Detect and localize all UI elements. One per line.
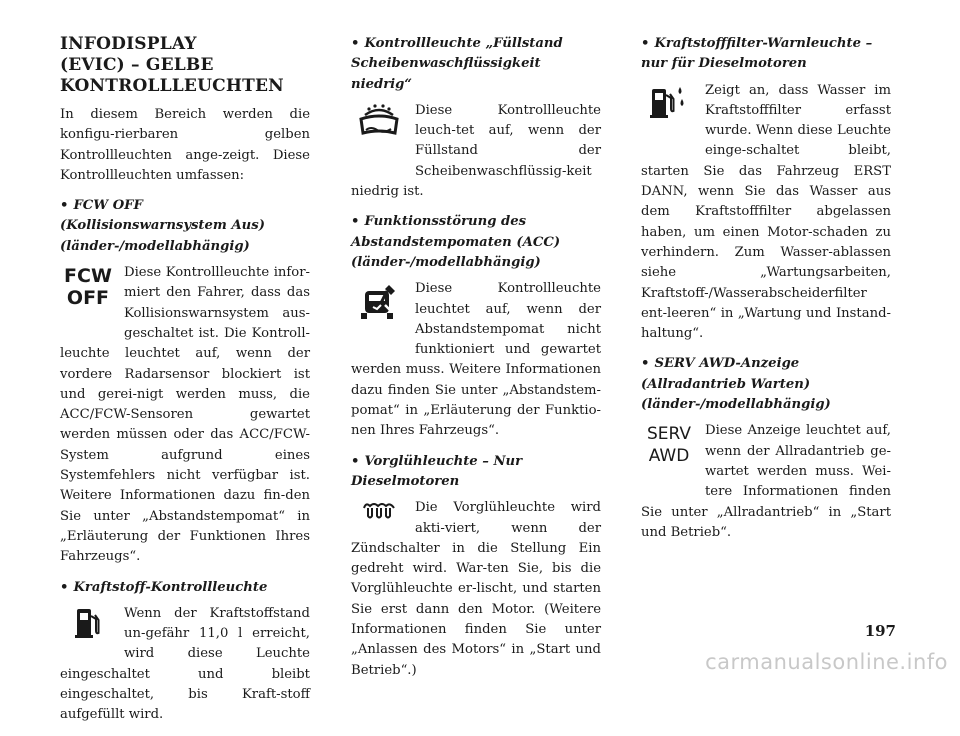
bullet: • <box>351 36 360 51</box>
intro-text: In diesem Bereich werden die konfigu-rierbaren gelben Kontrollleuchten ange-zeigt. Diese Kontrollleuchten umfassen: <box>60 107 310 183</box>
bullet: • <box>351 214 360 230</box>
item-text: Die Vorglühleuchte wird akti-viert, wenn der Zündschalter in die Stellung Ein gedreht wird. War-ten Sie, bis die Vorglühleuchte er-lischt, und starten Sie erst dann den Motor. (Weitere Informationen finden Sie unter „Anlassen des Motors“ in „Start und Betrieb“.) <box>351 500 601 678</box>
item-text: Wenn der Kraftstoffstand un-gefähr 11,0 l erreicht, wird diese Leuchte eingeschaltet und bleibt eingeschaltet, bis Kraft-stoff aufgefüllt wird. <box>60 605 310 723</box>
item-washer-fluid <box>351 34 601 202</box>
acc-fault-icon <box>351 281 407 357</box>
item-title: Vorglühleuchte – Nur Dieselmotoren <box>351 453 523 489</box>
item-text: Diese Anzeige leuchtet auf, wenn der Allradantrieb ge-wartet werden muss. Wei-tere Informationen finden Sie unter „Allradantrieb“ in „Start und Betrieb“. <box>641 423 891 540</box>
bullet: • <box>60 579 69 595</box>
item-fcw-off <box>60 196 310 567</box>
item-text: Zeigt an, dass Wasser im Kraftstofffilter erfasst wurde. Wenn diese Leuchte einge-schaltet bleibt, starten Sie das Fahrzeug ERST DANN, wenn Sie das Wasser aus dem Kraftstofffilter abgelassen haben, um einen Motor-schaden zu verhindern. Zum Wasser-ablassen siehe „Wartungsarbeiten, Kraftstoff-/Wasserabscheiderfilter ent-leeren“ in „Wartung und Instand-haltung“. <box>641 82 891 342</box>
item-fuel-filter <box>641 34 891 344</box>
item-text: Diese Kontrollleuchte infor-miert den Fahrer, dass das Kollisionswarnsystem aus-geschaltet ist. Die Kontroll-leuchte leuchtet auf, wenn der vordere Radarsensor blockiert ist und gerei-nigt werden muss, die ACC/FCW-Sensoren gewartet werden müssen oder das ACC/FCW-System aufgrund eines Systemfehlers nicht verfügbar ist. Weitere Informationen dazu fin-den Sie unter „Abstandstempomat“ in „Erläuterung der Funktionen Ihres Fahrzeugs“. <box>60 265 310 565</box>
watermark: carmanualsonline.info <box>705 650 948 674</box>
fcw-off-icon <box>60 265 116 323</box>
item-title: Kraftstofffilter-Warnleuchte – nur für Dieselmotoren <box>641 36 873 72</box>
bullet: • <box>641 36 650 51</box>
bullet: • <box>641 356 650 372</box>
bullet: • <box>351 453 360 469</box>
item-title: Kontrollleuchte „Füllstand Scheibenwaschflüssigkeit niedrig“ <box>351 36 563 92</box>
item-text: Diese Kontrollleuchte leuchtet auf, wenn der Abstandstempomat nicht funktioniert und gewartet werden muss. Weitere Informationen dazu finden Sie unter „Abstandstem-pomat“ in „Erläuterung der Funktio-nen Ihres Fahrzeugs“. <box>351 281 601 439</box>
fuel-filter-water-icon <box>641 83 697 147</box>
washer-fluid-icon <box>351 103 407 171</box>
page-number: 197 <box>864 622 896 640</box>
fuel-pump-icon <box>60 606 116 656</box>
icon-label: SERV AWD <box>646 424 692 467</box>
bullet: • <box>60 198 69 214</box>
column-1 <box>60 34 310 736</box>
glow-plug-icon <box>351 500 407 536</box>
section-heading: INFODISPLAY (EVIC) – GELBE KONTROLLLEUCHTEN <box>60 34 284 96</box>
item-title: FCW OFF (Kollisionswarnsystem Aus) (länder-/modellabhängig) <box>60 198 265 254</box>
column-2 <box>351 34 601 691</box>
item-title: SERV AWD-Anzeige (Allradantrieb Warten) (länder-/modellabhängig) <box>641 356 831 413</box>
item-text: Diese Kontrollleuchte leuch-tet auf, wenn der Füllstand der Scheibenwaschflüssig-keit niedrig ist. <box>351 102 601 200</box>
item-acc-fault <box>351 212 601 441</box>
item-glow-plug <box>351 452 601 681</box>
item-fuel <box>60 578 310 726</box>
item-title: Kraftstoff-Kontrollleuchte <box>73 579 268 595</box>
column-3 <box>641 34 891 553</box>
item-serv-awd <box>641 354 891 543</box>
item-title: Funktionsstörung des Abstandstempomaten (ACC) (länder-/modellabhängig) <box>351 214 561 270</box>
serv-awd-icon <box>641 423 697 485</box>
icon-label: FCW OFF <box>64 265 112 310</box>
